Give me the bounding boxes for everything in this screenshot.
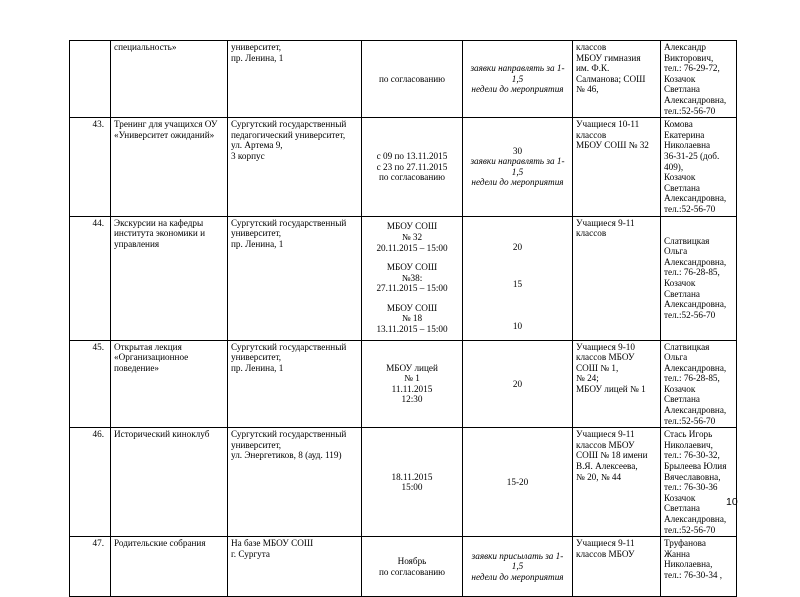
count-value: 15-20: [506, 476, 529, 487]
cell-line: недели до мероприятия: [471, 84, 564, 95]
cell-line: Открытая лекция: [114, 341, 182, 352]
cell-line: по согласованию: [378, 566, 446, 577]
cell-line: недели до мероприятия: [471, 177, 564, 188]
cell-line: классов МБОУ: [576, 548, 635, 559]
cell-line: тел.: 76-30-32,: [664, 450, 720, 461]
cell-line: Козачок Светлана: [664, 172, 700, 193]
event-name: [111, 537, 228, 597]
cell-line: Козачок Светлана: [664, 492, 700, 514]
cell-line: №38:: [401, 272, 423, 283]
count-value: 15: [512, 278, 523, 289]
cell-line: Викторович,: [664, 52, 714, 63]
contact-person: [661, 41, 737, 118]
count-value: 20: [512, 242, 523, 253]
cell-line: тел.: 76-30-34 ,: [664, 569, 723, 580]
cell-line: Козачок Светлана: [664, 278, 700, 299]
cell-line: Стась Игорь: [664, 429, 713, 440]
cell-line: им. Ф.К.: [576, 63, 610, 74]
cell-line: с 09 по 13.11.2015: [376, 150, 448, 161]
count-value: 30: [512, 145, 523, 156]
cell-line: Учащиеся 9-11: [576, 217, 635, 228]
cell-line: Тренинг для учащихся ОУ: [114, 119, 218, 130]
event-date: [362, 340, 463, 428]
table-row: [70, 537, 737, 597]
cell-line: МБОУ СОШ: [386, 302, 438, 313]
cell-line: Николаевна,: [664, 559, 713, 570]
contact-person: [661, 537, 737, 597]
table-row: [70, 428, 737, 537]
cell-line: Брылеева Юлия: [664, 461, 727, 472]
cell-line: университет,: [231, 42, 282, 52]
cell-line: института экономики и: [114, 228, 206, 239]
cell-line: Александровна,: [664, 193, 727, 204]
row-number: 43.: [70, 118, 111, 216]
cell-line: На базе МБОУ СОШ: [231, 538, 314, 549]
cell-line: Учащиеся 9-11: [576, 429, 635, 440]
cell-line: МБОУ лицей: [386, 362, 438, 373]
cell-line: В.Я. Алексеева,: [576, 461, 638, 472]
cell-line: тел.:52-56-70: [664, 524, 716, 535]
cell-line: № 20, № 44: [576, 471, 622, 482]
cell-line: Родительские собрания: [114, 538, 206, 549]
event-place: [228, 118, 362, 216]
cell-line: по согласованию: [378, 172, 446, 183]
cell-line: Николаевич,: [664, 439, 713, 450]
cell-line: № 32: [401, 231, 423, 242]
count-value: 20: [512, 378, 523, 389]
table-row: [70, 118, 737, 216]
row-number: 44.: [70, 216, 111, 340]
cell-line: МБОУ гимназия: [576, 52, 641, 63]
event-place: [228, 41, 362, 118]
cell-line: Козачок Светлана: [664, 73, 700, 95]
participants: [573, 118, 661, 216]
participants: [573, 537, 661, 597]
cell-line: МБОУ СОШ: [386, 262, 438, 273]
event-name: [111, 118, 228, 216]
event-date: [362, 216, 463, 340]
cell-line: Сургутский государственный: [231, 429, 347, 440]
page-number: 10: [726, 496, 738, 508]
event-name: [111, 428, 228, 537]
cell-line: Александровна,: [664, 299, 727, 310]
participants: [573, 41, 661, 118]
cell-line: Салманова; СОШ: [576, 73, 646, 84]
cell-line: классов МБОУ: [576, 439, 635, 450]
cell-line: классов: [576, 228, 607, 239]
cell-line: классов МБОУ: [576, 352, 635, 363]
cell-line: классов: [576, 42, 607, 52]
cell-line: Вячеславовна,: [664, 471, 721, 482]
event-place: [228, 428, 362, 537]
event-date: [362, 537, 463, 597]
cell-line: 20.11.2015 – 15:00: [376, 242, 448, 253]
cell-line: заявки направлять за 1-1,5: [470, 156, 565, 177]
cell-line: Александровна,: [664, 256, 727, 267]
cell-line: тел.: 76-28-85,: [664, 267, 720, 278]
event-date: [362, 428, 463, 537]
row-number: 45.: [70, 340, 111, 428]
cell-line: Александр: [664, 42, 706, 52]
cell-line: 18.11.2015: [391, 471, 433, 482]
event-place: [228, 537, 362, 597]
cell-line: университет,: [231, 439, 282, 450]
cell-line: № 1: [404, 373, 420, 384]
participants: [573, 428, 661, 537]
participants: [573, 216, 661, 340]
event-count: [463, 118, 573, 216]
event-date: [362, 118, 463, 216]
event-place: [228, 216, 362, 340]
event-count: [463, 216, 573, 340]
event-count: [463, 537, 573, 597]
table-row: [70, 340, 737, 428]
cell-line: недели до мероприятия: [471, 571, 564, 582]
row-number: 46.: [70, 428, 111, 537]
cell-line: 3 корпус: [231, 150, 265, 161]
cell-line: Александровна,: [664, 405, 727, 416]
cell-line: СОШ № 18 имени: [576, 450, 648, 461]
cell-line: Труфанова Жанна: [664, 538, 706, 559]
cell-line: тел.: 76-29-72,: [664, 63, 720, 74]
event-count: [463, 428, 573, 537]
contact-person: [661, 428, 737, 537]
cell-line: Ноябрь: [397, 556, 427, 567]
cell-line: Александровна,: [664, 94, 727, 105]
event-count: [463, 340, 573, 428]
cell-line: Николаевна: [664, 140, 711, 151]
events-table: [69, 40, 737, 597]
cell-line: Козачок Светлана: [664, 383, 700, 405]
cell-line: пр. Ленина, 1: [231, 52, 284, 63]
cell-line: 11.11.2015: [391, 383, 433, 394]
cell-line: управления: [114, 238, 160, 249]
cell-line: 27.11.2015 – 15:00: [376, 283, 448, 294]
cell-line: Исторический киноклуб: [114, 429, 210, 440]
cell-line: ул. Артема 9,: [231, 140, 283, 151]
cell-line: «Организационное: [114, 352, 189, 363]
cell-line: Сургутский государственный: [231, 119, 347, 130]
contact-person: [661, 340, 737, 428]
cell-line: тел.: 76-28-85,: [664, 373, 720, 384]
cell-line: по согласованию: [378, 73, 446, 84]
cell-line: Учащиеся 10-11: [576, 119, 640, 130]
contact-person: [661, 216, 737, 340]
table-row: [70, 216, 737, 340]
contact-person: [661, 118, 737, 216]
event-place: [228, 340, 362, 428]
cell-line: Александровна,: [664, 362, 727, 373]
cell-line: Учащиеся 9-11: [576, 538, 635, 549]
cell-line: педагогический университет,: [231, 129, 346, 140]
event-date: [362, 41, 463, 118]
count-value: 10: [512, 321, 523, 332]
cell-line: № 46,: [576, 84, 599, 95]
cell-line: МБОУ лицей № 1: [576, 383, 646, 394]
cell-line: Слатвицкая Ольга: [664, 235, 710, 257]
cell-line: № 24;: [576, 373, 599, 384]
cell-line: 36-31-25 (доб. 409),: [664, 150, 720, 172]
cell-line: Сургутский государственный: [231, 341, 347, 352]
cell-line: Учащиеся 9-10: [576, 341, 635, 352]
cell-line: Экскурсии на кафедры: [114, 217, 204, 228]
cell-line: 13.11.2015 – 15:00: [376, 324, 448, 335]
cell-line: заявки направлять за 1-1,5: [470, 63, 565, 84]
cell-line: Сургутский государственный: [231, 217, 347, 228]
cell-line: пр. Ленина, 1: [231, 238, 284, 249]
cell-line: заявки присылать за 1-1,5: [471, 550, 564, 572]
cell-line: Комова Екатерина: [664, 119, 705, 140]
cell-line: тел.: 76-30-36: [664, 482, 718, 493]
cell-line: пр. Ленина, 1: [231, 362, 284, 373]
cell-line: 15:00: [401, 482, 423, 493]
cell-line: поведение»: [114, 362, 160, 373]
table-row: [70, 41, 737, 118]
cell-line: Слатвицкая Ольга: [664, 341, 710, 363]
cell-line: Александровна,: [664, 514, 727, 524]
cell-line: тел.:52-56-70: [664, 309, 716, 320]
participants: [573, 340, 661, 428]
cell-line: с 23 по 27.11.2015: [376, 161, 448, 172]
event-name: [111, 340, 228, 428]
event-name: [111, 41, 228, 118]
cell-line: тел.:52-56-70: [664, 203, 716, 214]
cell-line: специальность»: [114, 42, 177, 52]
cell-line: МБОУ СОШ № 32: [576, 140, 649, 151]
cell-line: ул. Энергетиков, 8 (ауд. 119): [231, 450, 342, 461]
cell-line: № 18: [401, 313, 423, 324]
cell-line: 12:30: [401, 394, 423, 405]
cell-line: «Университет ожиданий»: [114, 129, 215, 140]
event-name: [111, 216, 228, 340]
row-number: [70, 41, 111, 118]
cell-line: классов: [576, 129, 607, 140]
cell-line: университет,: [231, 228, 282, 239]
cell-line: г. Сургута: [231, 548, 270, 559]
cell-line: МБОУ СОШ: [386, 221, 438, 232]
cell-line: тел.:52-56-70: [664, 105, 716, 116]
row-number: 47.: [70, 537, 111, 597]
cell-line: университет,: [231, 352, 282, 363]
event-count: [463, 41, 573, 118]
cell-line: СОШ № 1,: [576, 362, 619, 373]
cell-line: тел.:52-56-70: [664, 415, 716, 426]
